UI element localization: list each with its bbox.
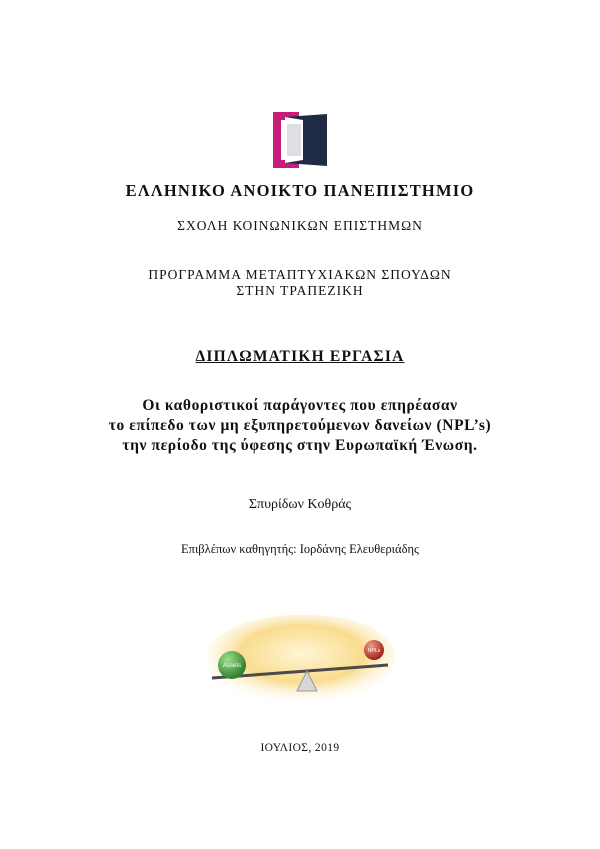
author-name: Σπυρίδων Κοθράς	[248, 497, 352, 512]
university-logo	[273, 112, 327, 168]
title-line-1: Οι καθοριστικοί παράγοντες που επηρέασαν	[142, 397, 458, 414]
title-line-2: το επίπεδο των μη εξυπηρετούμενων δανείων (NPL’s)	[108, 417, 492, 434]
date: ΙΟΥΛΙΟΣ, 2019	[260, 742, 340, 754]
program-line-1: ΠΡΟΓΡΑΜΜΑ ΜΕΤΑΠΤΥΧΙΑΚΩΝ ΣΠΟΥΔΩΝ	[148, 267, 452, 282]
program-line-2: ΣΤΗΝ ΤΡΑΠΕΖΙΚΗ	[236, 283, 364, 298]
balance-illustration	[200, 605, 400, 705]
assets-label: Assets	[222, 663, 242, 669]
npls-label: NPLs	[367, 648, 381, 654]
university-name: ΕΛΛΗΝΙΚΟ ΑΝΟΙΚΤΟ ΠΑΝΕΠΙΣΤΗΜΙΟ	[125, 181, 475, 200]
document-type: ΔΙΠΛΩΜΑΤΙΚΗ ΕΡΓΑΣΙΑ	[195, 348, 405, 365]
supervisor-name: Επιβλέπων καθηγητής: Ιορδάνης Ελευθεριάδης	[181, 542, 419, 556]
school-name: ΣΧΟΛΗ ΚΟΙΝΩΝΙΚΩΝ ΕΠΙΣΤΗΜΩΝ	[177, 218, 423, 233]
title-line-3: την περίοδο της ύφεσης στην Ευρωπαϊκή Ένωση.	[122, 437, 478, 454]
thesis-title	[0, 396, 600, 456]
program-name	[0, 267, 600, 299]
